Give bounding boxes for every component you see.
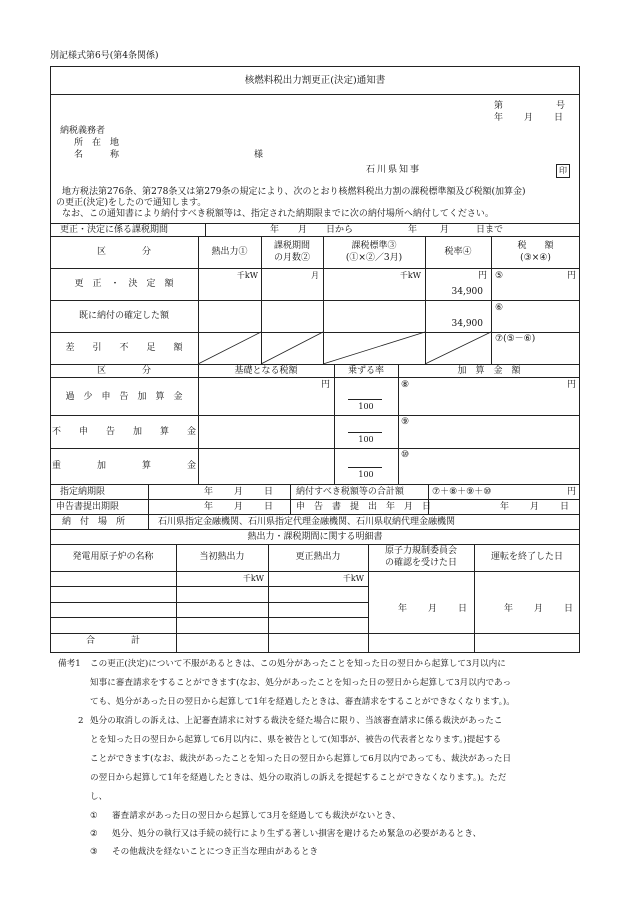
period-nen-2: 年: [408, 225, 418, 235]
rule: [398, 364, 399, 484]
doc-no-go: 号: [556, 101, 566, 111]
t2-row-1-unit: 円: [566, 380, 576, 390]
rule: [50, 94, 580, 95]
note-2-line-3: ことができます(なお、裁決があったことを知った日の翌日から起算して6月以内であっても、裁決があった日: [90, 754, 512, 764]
rule: [50, 484, 580, 485]
seal-mark: 印: [556, 164, 570, 178]
payment-place: 石川県指定金融機関、石川県指定代理金融機関、石川県収納代理金融機関: [158, 517, 456, 527]
total-formula: ⑦＋⑧＋⑨＋⑩: [432, 487, 492, 497]
rule: [50, 586, 368, 587]
fraction-bar: [348, 399, 382, 400]
detail-confirm-nen: 年: [398, 604, 408, 614]
t2-row-1-base-unit: 円: [320, 380, 330, 390]
t1-row-1-rate-unit: 円: [477, 271, 487, 281]
rule: [290, 484, 291, 514]
detail-total-label: 合 計: [85, 636, 140, 646]
filing-hi: 日: [264, 502, 274, 512]
rule: [50, 415, 580, 416]
note-2-line-4: の翌日から起算して1年を経過したときは、処分の取消しの訴えを提起することができなくなります。)。ただ: [90, 773, 507, 783]
detail-confirm-tsuki: 月: [428, 604, 438, 614]
detail-end-nen: 年: [504, 604, 514, 614]
t1-header-base-1: 課税標準③: [351, 241, 397, 251]
detail-header-initial: 当初熱出力: [199, 552, 245, 562]
detail-header-reactor: 発電用原子炉の名称: [72, 552, 154, 562]
rule: [50, 602, 368, 603]
rule: [50, 236, 580, 237]
issuer: 石川県知事: [366, 165, 422, 175]
t1-row-1-output-unit: 千kW: [236, 271, 258, 280]
period-tsuki-2: 月: [440, 225, 450, 235]
item-3-text: その他裁決を経ないことにつき正当な理由があるとき: [112, 847, 319, 857]
note-2-line-1: 処分の取消しの訴えは、上記審査請求に対する裁決を経た場合に限り、当該審査請求に係る裁決があったこ: [90, 716, 503, 726]
rule: [50, 300, 580, 301]
item-3-no: ③: [90, 847, 98, 857]
t2-row-1-label: 過 少 申 告 加 算 金: [65, 392, 183, 402]
t2-row-2-label: 不 申 告 加 算 金: [51, 427, 196, 437]
intro-line-3: なお、この通知書により納付すべき税額等は、指定された納期限までに次の納付場所へ納付してください。: [62, 209, 494, 219]
note-2-no: 2: [78, 716, 84, 726]
t2-header-rate: 乗ずる率: [347, 366, 384, 376]
filing-date-tsuki: 月: [530, 502, 540, 512]
period-tsuki-1: 月: [298, 225, 308, 235]
payment-label: 納 付 場 所: [62, 517, 126, 527]
item-2-no: ②: [90, 829, 98, 839]
detail-corrected-unit: 千kW: [342, 574, 364, 583]
date-tsuki: 月: [524, 113, 534, 123]
taxpayer-heading: 納税義務者: [60, 126, 106, 136]
t2-header-base: 基礎となる税額: [234, 366, 298, 376]
diagonal-strike-lines: [198, 332, 491, 364]
t1-header-tax-1: 税 額: [517, 241, 554, 251]
filing-date-label: 申 告 書 提 出 年 月 日: [296, 502, 432, 512]
note-2-line-2: とを知った日の翌日から起算して6月以内に、県を被告として(知事が、被告の代表者となります。)提起する: [90, 735, 502, 745]
rule: [50, 377, 580, 378]
t1-row-1-months-unit: 月: [311, 271, 319, 280]
t2-header-amount: 加 算 金 額: [457, 366, 521, 376]
rule: [50, 633, 580, 634]
detail-header-confirm-1: 原子力規制委員会: [384, 546, 457, 556]
document-title: 核燃料税出力割更正(決定)通知書: [244, 75, 386, 86]
t1-row-1-rate: 34,900: [451, 287, 483, 297]
t1-row-3-label: 差 引 不 足 額: [65, 343, 183, 353]
rule: [50, 499, 580, 500]
deadline-label: 指定納期限: [60, 487, 106, 497]
note-1-line-2: 知事に審査請求をすることができます(なお、処分があったことを知った日の翌日から起算して3月以内であっ: [90, 678, 512, 688]
rule: [50, 364, 580, 365]
intro-line-1: 地方税法第276条、第278条又は第279条の規定により、次のとおり核燃料税出力割の課税標準額及び税額(加算金): [62, 187, 526, 197]
deadline-hi: 日: [264, 487, 274, 497]
name-label: 名 称: [74, 150, 120, 160]
rule: [148, 484, 149, 529]
rule: [50, 514, 580, 515]
rule: [50, 617, 368, 618]
t1-row-1-tax-unit: 円: [566, 271, 576, 281]
sama-label: 様: [254, 150, 264, 160]
t1-row-3-tax-no: ⑦(⑤－⑥): [495, 334, 536, 344]
total-label: 納付すべき税額等の合計額: [296, 487, 404, 497]
note-1-line-1: この更正(決定)について不服があるときは、この処分があったことを知った日の翌日から起算して3月以内に: [90, 659, 506, 669]
fraction-bar: [348, 432, 382, 433]
rule: [334, 364, 335, 484]
detail-header-corrected: 更正熱出力: [295, 552, 341, 562]
t2-row-3-denominator: 100: [358, 470, 374, 479]
filing-tsuki: 月: [234, 502, 244, 512]
period-label: 更正・決定に係る課税期間: [60, 225, 169, 235]
date-hi: 日: [554, 113, 564, 123]
filing-date-hi: 日: [560, 502, 570, 512]
t2-row-3-no: ⑩: [401, 450, 410, 460]
rule: [50, 544, 580, 545]
detail-end-hi: 日: [564, 604, 574, 614]
detail-initial-unit: 千kW: [242, 574, 264, 583]
t1-header-output: 熱出力①: [211, 247, 248, 257]
t2-row-1-no: ⑧: [401, 380, 410, 390]
item-1-no: ①: [90, 811, 98, 821]
rule: [50, 448, 580, 449]
fraction-bar: [348, 467, 382, 468]
rule: [50, 571, 580, 572]
t1-header-months-2: の月数②: [273, 253, 310, 263]
rule: [198, 364, 199, 484]
t1-header-months-1: 課税期間: [273, 241, 310, 251]
t2-row-1-denominator: 100: [358, 402, 374, 411]
t2-row-2-no: ⑨: [401, 417, 410, 427]
t1-row-1-base-unit: 千kW: [399, 271, 421, 280]
t1-row-2-label: 既に納付の確定した額: [78, 311, 169, 321]
rule: [50, 529, 580, 530]
doc-no-dai: 第: [494, 101, 504, 111]
detail-header-confirm-2: の確認を受けた日: [384, 558, 457, 568]
filing-date-nen: 年: [500, 502, 510, 512]
t2-row-2-denominator: 100: [358, 435, 374, 444]
deadline-tsuki: 月: [234, 487, 244, 497]
rule: [50, 223, 580, 224]
t1-row-1-label: 更 正 ・ 決 定 額: [74, 279, 174, 289]
t1-header-kubun: 区 分: [96, 247, 151, 257]
t1-header-base-2: (①×②／3月): [345, 253, 403, 263]
period-kara: 日から: [326, 225, 354, 235]
t2-header-kubun: 区 分: [96, 366, 151, 376]
t1-row-2-tax-no: ⑥: [495, 303, 504, 313]
filing-label: 申告書提出期限: [56, 502, 120, 512]
detail-title: 熱出力・課税期間に関する明細書: [247, 532, 383, 542]
total-unit: 円: [566, 487, 576, 497]
t1-header-rate: 税率④: [444, 247, 472, 257]
note-2-line-5: し、: [90, 792, 108, 802]
detail-header-end: 運転を終了した日: [490, 552, 563, 562]
deadline-nen: 年: [204, 487, 214, 497]
date-nen: 年: [494, 113, 504, 123]
period-nen-1: 年: [270, 225, 280, 235]
filing-nen: 年: [204, 502, 214, 512]
t2-row-3-label: 重 加 算 金: [51, 461, 196, 471]
period-made: 日まで: [476, 225, 504, 235]
t1-header-tax-2: (③×④): [520, 253, 551, 263]
detail-end-tsuki: 月: [534, 604, 544, 614]
notes-head: 備考1: [58, 659, 81, 669]
note-1-line-3: ても、処分があった日の翌日から起算して1年を経過したときは、審査請求をすることができなくなります。)。: [90, 697, 515, 707]
form-number: 別記様式第6号(第4条関係): [50, 51, 159, 61]
item-1-text: 審査請求があった日の翌日から起算して3月を経過しても裁決がないとき、: [112, 811, 401, 821]
rule: [205, 223, 206, 236]
detail-confirm-hi: 日: [458, 604, 468, 614]
t1-row-1-tax-no: ⑤: [495, 271, 504, 281]
intro-line-2: の更正(決定)をしたので通知します。: [56, 198, 207, 208]
address-label: 所 在 地: [74, 138, 120, 148]
rule: [50, 268, 580, 269]
t1-row-2-rate: 34,900: [451, 319, 483, 329]
item-2-text: 処分、処分の執行又は手続の続行により生ずる著しい損害を避けるため緊急の必要があるとき、: [112, 829, 482, 839]
